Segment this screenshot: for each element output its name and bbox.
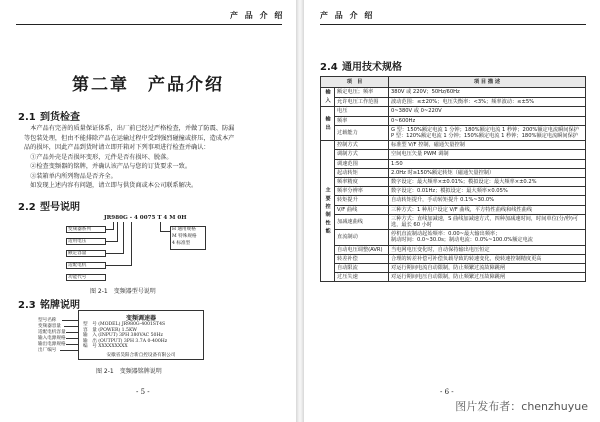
right-header-rule [320, 24, 586, 25]
table-row: 转矩提升 自动转矩提升，手动转矩提升 0.1%~30.0% [321, 196, 586, 205]
table-row: 频率精度 数字设定：最大频率×±0.01%；模拟设定：最大频率×±0.2% [321, 178, 586, 187]
spec-table-header: 项 目 项 目 描 述 [321, 77, 586, 88]
table-row: 起动转矩 2.0Hz 时≥150%额定转矩（磁通矢量控制） [321, 168, 586, 177]
section-2-2-heading: 2.2 型号说明 [18, 202, 80, 213]
figure-2-1-caption: 图 2-1 变频器型号说明 [90, 288, 156, 295]
table-row: 加减速曲线 三种方式：直线加减速，S 曲线加减速方式，四种加减速时间，时间单位(分/秒)可选，最长 60 小时 [321, 214, 586, 229]
right-page-number: - 6 - [440, 388, 454, 396]
model-code: JR980G - 4 0075 T 4 M 0H [104, 215, 187, 221]
section-2-1-body: 本产品有完善的质量保证体系，出厂前已经过严格检查，并做了防震、防漏 等包装处理，但由不能排除产品在运输过程中受到强烈碰撞或挤压，造成本产 品的损坏，因此产品到货时请立即开箱对下列事项进行检查并确认： ①产品外壳是否损坏变形，元件是否有损坏、脱落。 ②检查变频器的铭牌，并确认该产品与您的订货要求一致。 ③装箱单内所列物品是否齐全。 如发现上述内容有问题，请立即与供货商或本公司联系解决。 [24, 125, 235, 189]
nameplate-title: 变频调速器 [125, 315, 156, 322]
table-row: 转差补偿 合理的转差补偿可补偿负载导致的转速变化，使转速控制精度更高 [321, 254, 586, 263]
table-row: V/F 曲线 三种方式：1 种用户设定 V/F 曲线，平方特性曲线和线性曲线 [321, 205, 586, 214]
left-page-number: - 5 - [136, 388, 150, 396]
figure-2-2-caption: 图 2-1 变频器铭牌说明 [96, 368, 162, 375]
table-row: 频率分辨率 数字设定：0.01Hz；模拟设定：最大频率×0.05% [321, 187, 586, 196]
table-row: 频率 0~600Hz [321, 116, 586, 125]
group-output: 输出 [321, 107, 335, 141]
nameplate-manufacturer: 安徽省昊阳合新自控设备有限公司 [106, 353, 176, 358]
publisher-watermark: 图片发布者：chenzhuyue [455, 400, 588, 413]
section-2-3-heading: 2.3 铭牌说明 [18, 300, 80, 311]
left-page: 产 品 介 绍 第二章 产品介绍 2.1 到货检查 本产品有完善的质量保证体系，出厂前已经过严格检查，并做了防震、防漏 等包装处理，但由不能排除产品在运输过程中受到强烈碰撞或挤压，造成本产 品的损坏，因此产品到货时请立即开箱对下列事项进行检查并确认： ①产品外壳是否损坏变形，元件是否有损坏、脱落。 ②检查变频器的铭牌，并确认该产品与您的订货要求一致。 ③装箱单内所列物品是否齐全。 如发现上述内容有问题，请立即与供货商或本公司联系解决。 2.2 型号说明 JR980G - 4 0075 T 4 M 0H 变频器系列 适用电压 额定容量 适配电机 功能代号 H 通用规格 M 特殊规格 4 标准型 图 2-1 变频器型号说明 2.3 铭牌说明 型号名称 变频器容量 适配电机容量 输入电源规格 输出电源规格 出厂编号 变频调速器 型 号 (MODEL) JR980G-4001ST4S 容 量 (POWER) 1.5KW 输 入 (INPUT) 3PH 380VAC 50Hz 输 出 (OUTPUT) 3PH 3.7A 0-400Hz 编 号 XXXXXXXXX 安徽省昊阳合新自控设备有限公司 图 2-1 变频器铭牌说明 - 5 - [0, 0, 296, 422]
table-row: 过压失速 对运行期间电压自动限制，防止频繁过压故障跳闸 [321, 273, 586, 282]
left-header-rule [16, 24, 282, 25]
group-input: 输入 [321, 88, 335, 107]
table-row: 调制方式 空间电压矢量 PWM 调制 [321, 150, 586, 159]
right-running-header: 产 品 介 绍 [320, 10, 375, 20]
table-row: 主要控制性能 控制方式 标准型 V/F 控制，磁通矢量控制 [321, 141, 586, 150]
table-row: 允许电压工作范围 波动范围：≤±20%；电压失衡率：<3%；频率波动：≤±5% [321, 97, 586, 107]
spec-table [320, 76, 586, 282]
table-row: 输入 额定电压；频率 380V 或 220V；50Hz/60Hz [321, 88, 586, 98]
group-control: 主要控制性能 [321, 141, 335, 282]
left-running-header: 产 品 介 绍 [230, 10, 285, 20]
table-row: 过载能力 G 型：150%额定电流 1 分钟；180%额定电流 1 秒钟；200%额定电流瞬间保护 P 型：120%额定电流 1 分钟；150%额定电流 1 秒钟；180%额定电流瞬间保护 [321, 125, 586, 140]
nameplate: 变频调速器 型 号 (MODEL) JR980G-4001ST4S 容 量 (POWER) 1.5KW 输 入 (INPUT) 3PH 380VAC 50Hz 输 出 (OUTPUT) 3PH 3.7A 0-400Hz 编 号 XXXXXXXXX 安徽省昊阳合新自控设备有限公司 [78, 310, 204, 360]
table-row: 直流制动 停机直流制动起始频率：0.00~最大输出频率； 制动时间：0.0~30.0s；制动电流：0.0%~100.0%额定电流 [321, 230, 586, 245]
table-row: 输出 电压 0~380V 或 0~220V [321, 107, 586, 116]
book-gutter [296, 0, 304, 422]
table-row: 自动电压调整(AVR) 当电网电压变化时，自动保持输出电压恒定 [321, 245, 586, 254]
table-row: 自动限流 对运行期间电流自动限制，防止频繁过流故障跳闸 [321, 264, 586, 273]
section-2-1-heading: 2.1 到货检查 [18, 112, 80, 123]
right-page [304, 0, 600, 422]
table-row: 调速范围 1:50 [321, 159, 586, 168]
chapter-title: 第二章 产品介绍 [72, 75, 224, 95]
section-2-4-heading: 2.4 通用技术规格 [320, 62, 402, 73]
